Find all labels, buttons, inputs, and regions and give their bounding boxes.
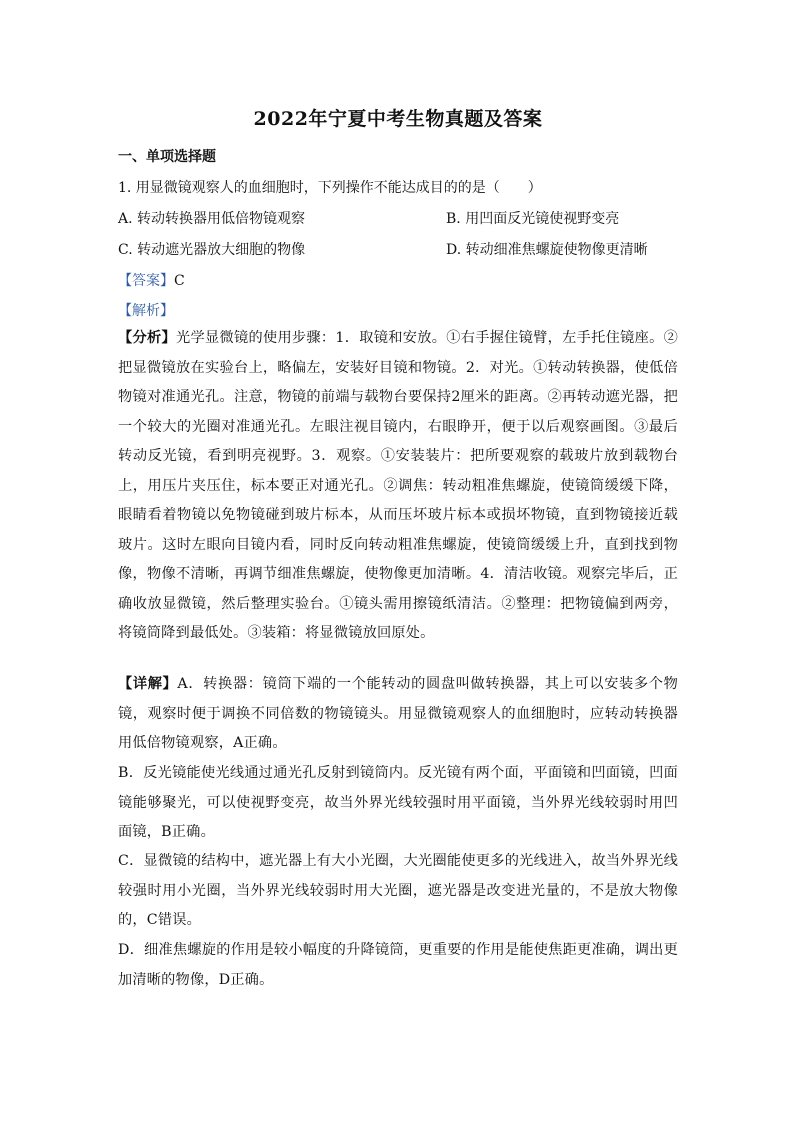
detail-a-paragraph bbox=[118, 670, 678, 759]
section-heading: 一、单项选择题 bbox=[118, 149, 216, 165]
option-b: B. 用凹面反光镜使视野变亮 bbox=[446, 211, 620, 227]
option-a: A. 转动转换器用低倍物镜观察 bbox=[118, 211, 306, 227]
analysis-tag: 【分析】 bbox=[118, 330, 176, 346]
detail-b-paragraph: B．反光镜能使光线通过通光孔反射到镜筒内。反光镜有两个面，平面镜和凹面镜，凹面镜能够聚光，可以使视野变亮，故当外界光线较强时用平面镜，当外界光线较弱时用凹面镜，B正确。 bbox=[118, 765, 678, 840]
option-d: D. 转动细准焦螺旋使物像更清晰 bbox=[446, 242, 648, 258]
detail-tag: 【详解】 bbox=[118, 676, 178, 692]
question-stem: 1. 用显微镜观察人的血细胞时，下列操作不能达成目的的是（ ） bbox=[118, 180, 542, 196]
detail-a-text: A．转换器：镜筒下端的一个能转动的圆盘叫做转换器，其上可以安装多个物镜，观察时便于调换不同倍数的物镜镜头。用显微镜观察人的血细胞时，应转动转换器用低倍物镜观察，A正确。 bbox=[118, 676, 678, 751]
analysis-label: 【解析】 bbox=[118, 303, 174, 319]
answer-line bbox=[118, 270, 185, 290]
analysis-text: 光学显微镜的使用步骤：1．取镜和安放。①右手握住镜臂，左手托住镜座。②把显微镜放在实验台上，略偏左，安装好目镜和物镜。2．对光。①转动转换器，使低倍物镜对准通光孔。注意，物镜的前端与载物台要保持2厘米的距离。②再转动遮光器，把一个较大的光圈对准通光孔。左眼注视目镜内，右眼睁开，便于以后观察画图。③最后转动反光镜，看到明亮视野。3．观察。①安装装片：把所要观察的载玻片放到载物台上，用压片夹压住，标本要正对通光孔。②调焦：转动粗准焦螺旋，使镜筒缓缓下降，眼睛看着物镜以免物镜碰到玻片标本，从而压坏玻片标本或损坏物镜，直到物镜接近载玻片。这时左眼向目镜内看，同时反向转动粗准焦螺旋，使镜筒缓缓上升，直到找到物像，物像不清晰，再调节细准焦螺旋，使物像更加清晰。4．清洁收镜。观察完毕后，正确收放显微镜，然后整理实验台。①镜头需用擦镜纸清洁。②整理：把物镜偏到两旁，将镜筒降到最低处。③装箱：将显微镜放回原处。 bbox=[118, 330, 678, 641]
answer-label: 【答案】 bbox=[118, 273, 174, 289]
detail-c-paragraph: C．显微镜的结构中，遮光器上有大小光圈，大光圈能使更多的光线进入，故当外界光线较强时用小光圈，当外界光线较弱时用大光圈，遮光器是改变进光量的，不是放大物像的，C错误。 bbox=[118, 853, 678, 928]
answer-value: C bbox=[174, 273, 185, 289]
option-c: C. 转动遮光器放大细胞的物像 bbox=[118, 242, 306, 258]
page-title: 2022年宁夏中考生物真题及答案 bbox=[253, 108, 543, 130]
analysis-paragraph bbox=[118, 324, 678, 649]
detail-d-paragraph: D．细准焦螺旋的作用是较小幅度的升降镜筒，更重要的作用是能使焦距更准确，调出更加清晰的物像，D正确。 bbox=[118, 942, 678, 988]
